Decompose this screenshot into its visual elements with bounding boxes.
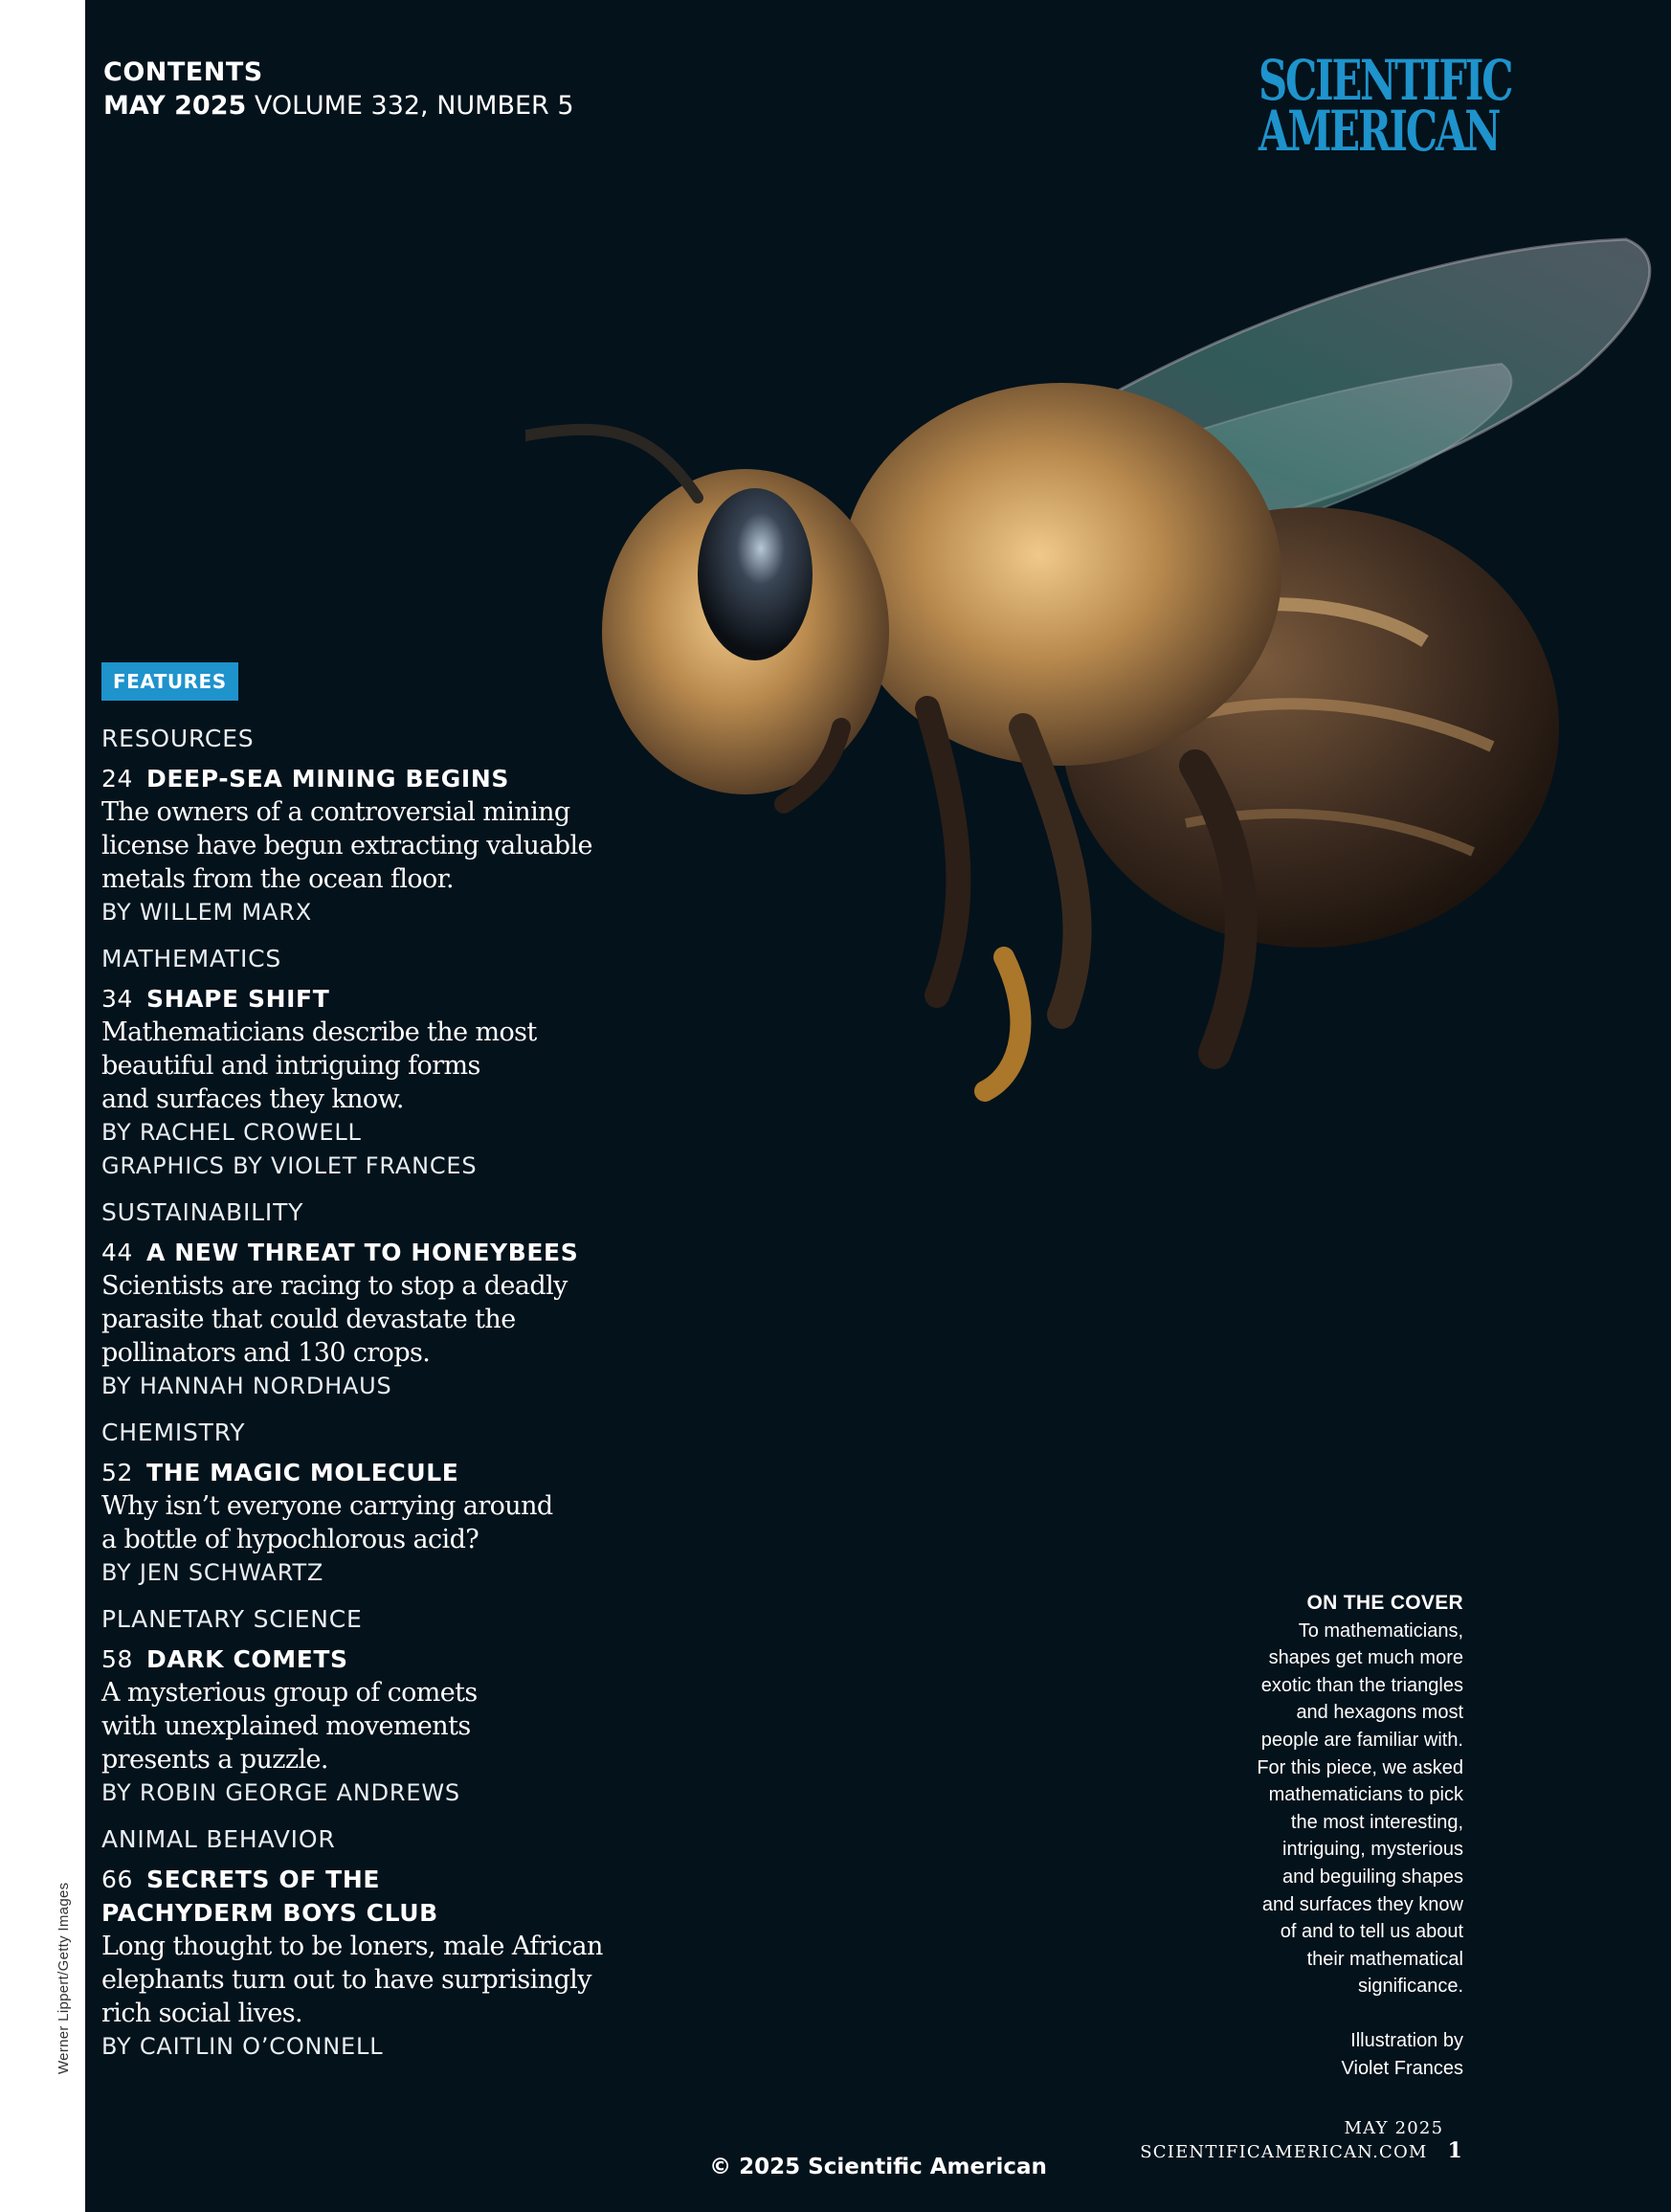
cover-text-line: To mathematicians, <box>1298 1620 1463 1642</box>
footer-page-number: 1 <box>1447 2138 1463 2163</box>
description-line: and surfaces they know. <box>101 1084 404 1114</box>
description-line: with unexplained movements <box>101 1711 471 1741</box>
article-honeybees[interactable] <box>101 1196 695 1403</box>
article-section: CHEMISTRY <box>101 1419 246 1446</box>
description-line: beautiful and intriguing forms <box>101 1051 480 1081</box>
scientific-american-logo <box>1259 48 1512 164</box>
features-badge: FEATURES <box>101 662 238 701</box>
article-section: PLANETARY SCIENCE <box>101 1605 363 1633</box>
article-title-text: SHAPE SHIFT <box>146 985 330 1013</box>
footer-site[interactable]: SCIENTIFICAMERICAN.COM <box>1140 2142 1428 2162</box>
article-page-number: 52 <box>101 1459 134 1486</box>
description-line: The owners of a controversial mining <box>101 797 570 827</box>
cover-text-line: the most interesting, <box>1290 1811 1463 1833</box>
article-description <box>101 1930 695 2030</box>
features-list <box>101 723 695 2077</box>
description-line: rich social lives. <box>101 1999 302 2028</box>
description-line: license have begun extracting valuable <box>101 831 592 860</box>
cover-text-line: intriguing, mysterious <box>1282 1839 1463 1861</box>
cover-heading: ON THE COVER <box>1306 1592 1463 1614</box>
illustration-credit-line: Violet Frances <box>1341 2057 1463 2079</box>
description-line: elephants turn out to have surprisingly <box>101 1965 591 1995</box>
article-description <box>101 1016 695 1116</box>
article-pachyderm-boys-club[interactable] <box>101 1823 695 2064</box>
article-page-number: 34 <box>101 985 134 1013</box>
description-line: Scientists are racing to stop a deadly <box>101 1271 568 1301</box>
article-section: MATHEMATICS <box>101 945 282 972</box>
article-title-text: DEEP-SEA MINING BEGINS <box>146 765 509 793</box>
article-title[interactable] <box>101 982 695 1016</box>
description-line: metals from the ocean floor. <box>101 864 455 894</box>
article-byline: BY HANNAH NORDHAUS <box>101 1373 392 1399</box>
article-magic-molecule[interactable] <box>101 1417 695 1590</box>
article-page-number: 44 <box>101 1239 134 1266</box>
article-byline: BY ROBIN GEORGE ANDREWS <box>101 1779 460 1806</box>
cover-text-line: shapes get much more <box>1268 1647 1463 1669</box>
illustration-credit <box>1224 2027 1463 2082</box>
article-shape-shift[interactable] <box>101 943 695 1183</box>
article-description <box>101 1269 695 1370</box>
description-line: parasite that could devastate the <box>101 1305 516 1334</box>
article-page-number: 24 <box>101 765 134 793</box>
cover-text-line: mathematicians to pick <box>1268 1784 1463 1806</box>
article-dark-comets[interactable] <box>101 1603 695 1810</box>
illustration-credit-line: Illustration by <box>1350 2029 1463 2051</box>
article-graphics-credit: GRAPHICS BY VIOLET FRANCES <box>101 1152 478 1179</box>
issue-volume: VOLUME 332, NUMBER 5 <box>254 91 574 121</box>
cover-text-line: their mathematical <box>1306 1948 1463 1970</box>
article-section: SUSTAINABILITY <box>101 1198 304 1226</box>
article-description <box>101 1489 695 1556</box>
contents-page <box>85 0 1671 2212</box>
article-title-line-2: PACHYDERM BOYS CLUB <box>101 1899 438 1927</box>
issue-date: MAY 2025 <box>103 91 247 121</box>
photo-credit: Werner Lippert/Getty Images <box>56 1882 72 2074</box>
article-title[interactable] <box>101 1642 695 1676</box>
cover-text-line: of and to tell us about <box>1280 1921 1463 1943</box>
issue-info <box>103 89 574 123</box>
article-description <box>101 1676 695 1776</box>
article-deep-sea-mining[interactable] <box>101 723 695 929</box>
article-title[interactable] <box>101 1863 695 1930</box>
description-line: presents a puzzle. <box>101 1745 328 1775</box>
description-line: Why isn’t everyone carrying around <box>101 1491 553 1521</box>
article-description <box>101 795 695 896</box>
cover-text-line: significance. <box>1357 1976 1463 1998</box>
contents-label: CONTENTS <box>103 57 263 87</box>
article-title-text: DARK COMETS <box>146 1645 348 1673</box>
cover-text-line: people are familiar with. <box>1260 1729 1463 1751</box>
cover-text-line: exotic than the triangles <box>1260 1674 1463 1696</box>
logo-line-2: AMERICAN <box>1259 99 1500 164</box>
description-line: pollinators and 130 crops. <box>101 1338 431 1368</box>
footer-date: MAY 2025 <box>1344 2118 1444 2138</box>
honeybee-cover-photo <box>525 230 1671 1149</box>
description-line: Mathematicians describe the most <box>101 1017 537 1047</box>
on-the-cover <box>1224 1590 1463 2082</box>
description-line: a bottle of hypochlorous acid? <box>101 1525 479 1554</box>
article-page-number: 58 <box>101 1645 134 1673</box>
article-byline: BY WILLEM MARX <box>101 899 312 926</box>
article-title[interactable] <box>101 762 695 795</box>
article-title-text: SECRETS OF THE <box>146 1866 381 1893</box>
article-title[interactable] <box>101 1236 695 1269</box>
article-title-text: A NEW THREAT TO HONEYBEES <box>146 1239 579 1266</box>
article-section: ANIMAL BEHAVIOR <box>101 1825 336 1853</box>
logo-line-1: SCIENTIFIC <box>1259 48 1512 113</box>
description-line: Long thought to be loners, male African <box>101 1932 603 1961</box>
article-title[interactable] <box>101 1456 695 1489</box>
article-byline: BY JEN SCHWARTZ <box>101 1559 324 1586</box>
cover-text-line: and beguiling shapes <box>1281 1866 1463 1888</box>
article-title-text: THE MAGIC MOLECULE <box>146 1459 459 1486</box>
article-section: RESOURCES <box>101 725 255 752</box>
article-byline: BY CAITLIN O’CONNELL <box>101 2033 384 2060</box>
copyright: © 2025 Scientific American <box>709 2155 1047 2179</box>
cover-text-line: and hexagons most <box>1296 1702 1463 1724</box>
contents-header <box>103 56 574 123</box>
article-page-number: 66 <box>101 1866 134 1893</box>
cover-text-line: For this piece, we asked <box>1257 1756 1463 1778</box>
article-byline: BY RACHEL CROWELL <box>101 1119 362 1146</box>
cover-text-line: and surfaces they know <box>1261 1893 1463 1915</box>
description-line: A mysterious group of comets <box>101 1678 478 1708</box>
